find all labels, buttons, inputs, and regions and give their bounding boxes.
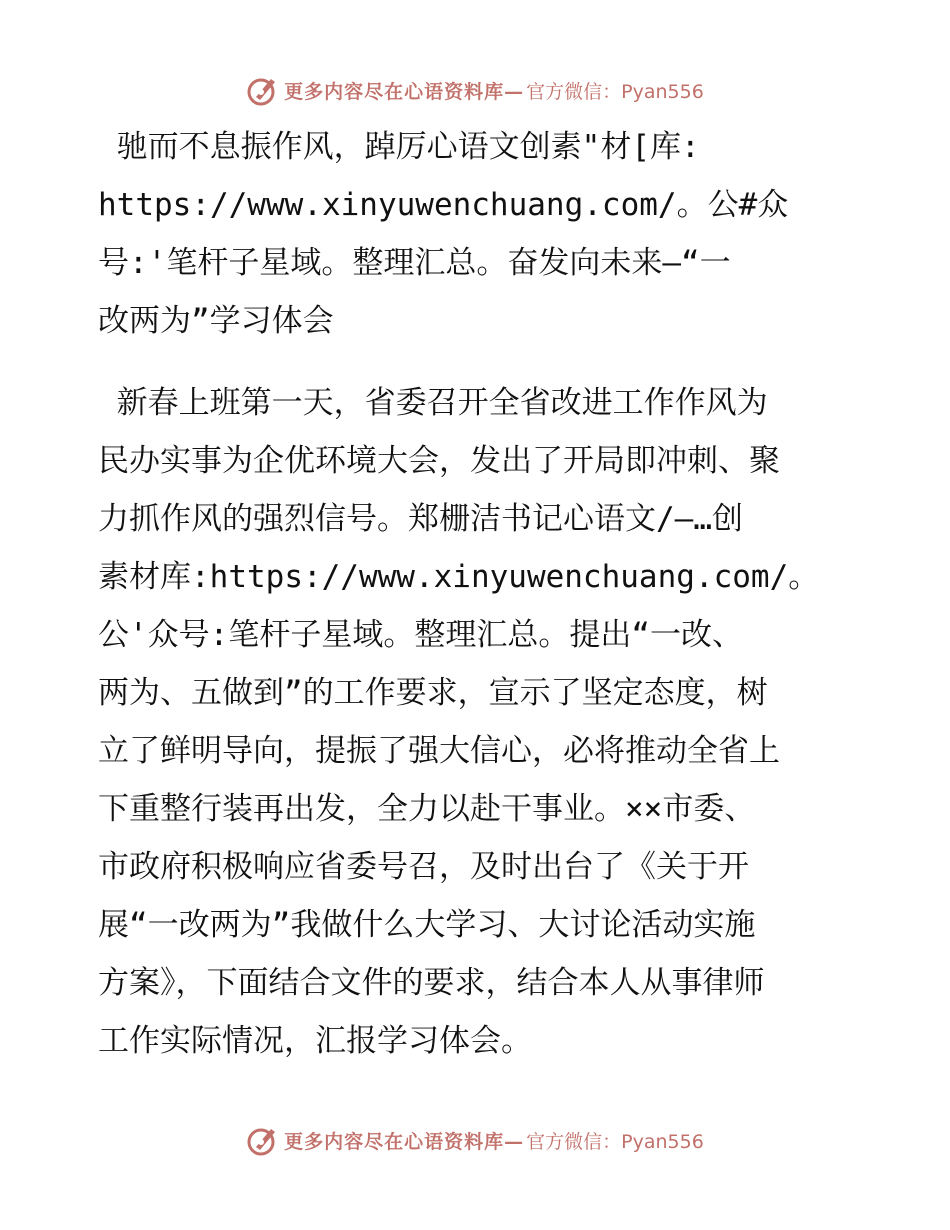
body-line: 立了鲜明导向，提振了强大信心，必将推动全省上 xyxy=(98,733,780,769)
title-line: 驰而不息振作风，踔厉心语文创素"材[库: xyxy=(98,129,700,165)
pen-logo-icon xyxy=(246,1123,280,1157)
body-line: 市政府积极响应省委号召，及时出台了《关于开 xyxy=(98,849,749,885)
footer-watermark xyxy=(0,1120,950,1160)
body-line: 下重整行装再出发，全力以赴干事业。××市委、 xyxy=(98,791,756,827)
document-body xyxy=(98,118,850,1070)
header-watermark xyxy=(0,70,950,110)
body-line: 新春上班第一天，省委召开全省改进工作作风为 xyxy=(98,385,768,421)
banner-wechat: 官方微信：Pyan556 xyxy=(526,80,704,103)
banner-text: 更多内容尽在心语资料库— xyxy=(284,80,525,103)
body-line: 方案》，下面结合文件的要求，结合本人从事律师 xyxy=(98,965,765,1001)
banner-wechat: 官方微信：Pyan556 xyxy=(526,1130,704,1153)
body-line: 民办实事为企优环境大会，发出了开局即冲刺、聚 xyxy=(98,443,780,479)
banner-text: 更多内容尽在心语资料库— xyxy=(284,1130,525,1153)
body-paragraph xyxy=(98,374,850,1070)
body-line: 力抓作风的强烈信号。郑栅洁书记心语文/—…创 xyxy=(98,501,743,537)
document-title xyxy=(98,118,850,350)
title-line: 改两为”学习体会 xyxy=(98,303,334,339)
body-line: 展“一改两为”我做什么大学习、大讨论活动实施 xyxy=(98,907,756,943)
title-line: 号:'笔杆子星域。整理汇总。奋发向未来—“一 xyxy=(98,245,731,281)
body-line: 公'众号:笔杆子星域。整理汇总。提出“一改、 xyxy=(98,617,743,653)
pen-logo-icon xyxy=(246,73,280,107)
body-line: 素材库:https://www.xinyuwenchuang.com/。 xyxy=(98,559,820,595)
body-line: 工作实际情况，汇报学习体会。 xyxy=(98,1023,532,1059)
body-line: 两为、五做到”的工作要求，宣示了坚定态度，树 xyxy=(98,675,768,711)
title-line: https://www.xinyuwenchuang.com/。公#众 xyxy=(98,187,789,223)
